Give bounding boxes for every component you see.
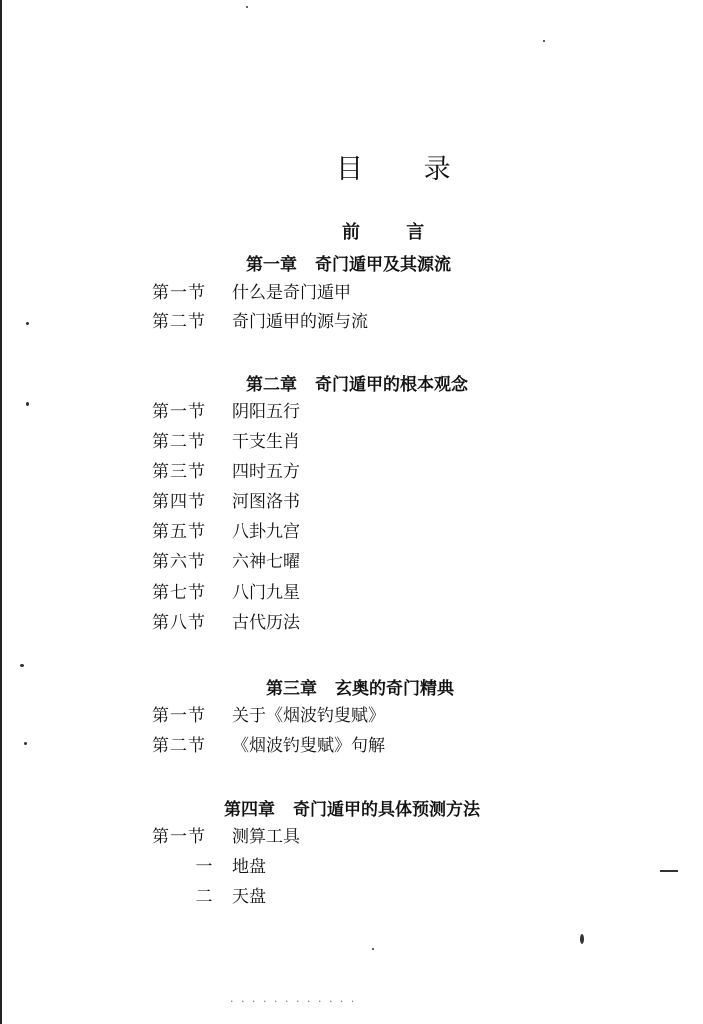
page-edge-rule — [0, 0, 2, 1024]
scan-speck — [372, 948, 374, 950]
scan-speck — [20, 664, 24, 667]
scan-speck — [24, 742, 27, 745]
section-title: 关于《烟波钓叟赋》 — [232, 706, 385, 726]
section-number: 第六节 — [152, 552, 206, 572]
section-number: 第四节 — [152, 492, 206, 512]
chapter-number: 第四章 — [224, 800, 275, 820]
toc-section-row — [152, 281, 351, 305]
section-title: 阴阳五行 — [232, 402, 300, 422]
section-title: 干支生肖 — [232, 432, 300, 452]
chapter-title: 玄奥的奇门精典 — [335, 679, 454, 699]
section-number: 第二节 — [152, 312, 206, 332]
page-title: 目 录 — [336, 154, 477, 185]
scan-noise-footer: · · · · · · · · · · · · — [230, 995, 357, 1008]
section-title: 八门九星 — [232, 583, 300, 603]
chapter-number: 第三章 — [266, 679, 317, 699]
toc-section-row — [152, 550, 300, 574]
toc-subsection-row — [176, 885, 266, 909]
chapter-heading — [246, 370, 468, 395]
toc-section-row — [152, 825, 300, 849]
toc-section-row — [152, 520, 300, 544]
toc-section-row — [152, 310, 368, 334]
section-title: 《烟波钓叟赋》句解 — [232, 736, 385, 756]
chapter-heading — [246, 250, 451, 275]
scan-speck — [26, 322, 29, 325]
toc-section-row — [152, 611, 300, 635]
chapter-title: 奇门遁甲及其源流 — [315, 255, 451, 275]
toc-section-row — [152, 490, 300, 514]
section-number: 第一节 — [152, 827, 206, 847]
section-title: 古代历法 — [232, 613, 300, 633]
scan-speck — [543, 40, 545, 42]
section-number: 第二节 — [152, 432, 206, 452]
scan-speck — [26, 402, 29, 406]
section-number: 第二节 — [152, 736, 206, 756]
subsection-number: 二 — [195, 887, 213, 907]
section-title: 八卦九宫 — [232, 522, 300, 542]
section-title: 河图洛书 — [232, 492, 300, 512]
toc-subsection-row — [176, 855, 266, 879]
chapter-heading — [224, 795, 480, 820]
section-title: 六神七曜 — [232, 552, 300, 572]
section-title: 什么是奇门遁甲 — [232, 283, 351, 303]
section-number: 第一节 — [152, 402, 206, 422]
section-number: 第五节 — [152, 522, 206, 542]
chapter-title: 奇门遁甲的根本观念 — [315, 375, 468, 395]
section-number: 第一节 — [152, 706, 206, 726]
toc-section-row — [152, 400, 300, 424]
section-number: 第八节 — [152, 613, 206, 633]
toc-section-row — [152, 581, 300, 605]
section-number: 第七节 — [152, 583, 206, 603]
chapter-number: 第一章 — [246, 255, 297, 275]
scan-speck — [246, 6, 248, 8]
section-title: 四时五方 — [232, 462, 300, 482]
section-number: 第三节 — [152, 462, 206, 482]
toc-section-row — [152, 460, 300, 484]
section-title: 测算工具 — [232, 827, 300, 847]
section-number: 第一节 — [152, 283, 206, 303]
toc-section-row — [152, 734, 385, 758]
subsection-title: 天盘 — [232, 887, 266, 907]
chapter-number: 第二章 — [246, 375, 297, 395]
chapter-heading — [266, 674, 454, 699]
toc-section-row — [152, 704, 385, 728]
subsection-title: 地盘 — [232, 857, 266, 877]
subsection-number: 一 — [195, 857, 213, 877]
toc-preface: 前 言 — [342, 222, 445, 243]
scan-speck — [580, 934, 584, 944]
section-title: 奇门遁甲的源与流 — [232, 312, 368, 332]
toc-section-row — [152, 430, 300, 454]
chapter-title: 奇门遁甲的具体预测方法 — [293, 800, 480, 820]
scan-speck — [660, 870, 678, 872]
